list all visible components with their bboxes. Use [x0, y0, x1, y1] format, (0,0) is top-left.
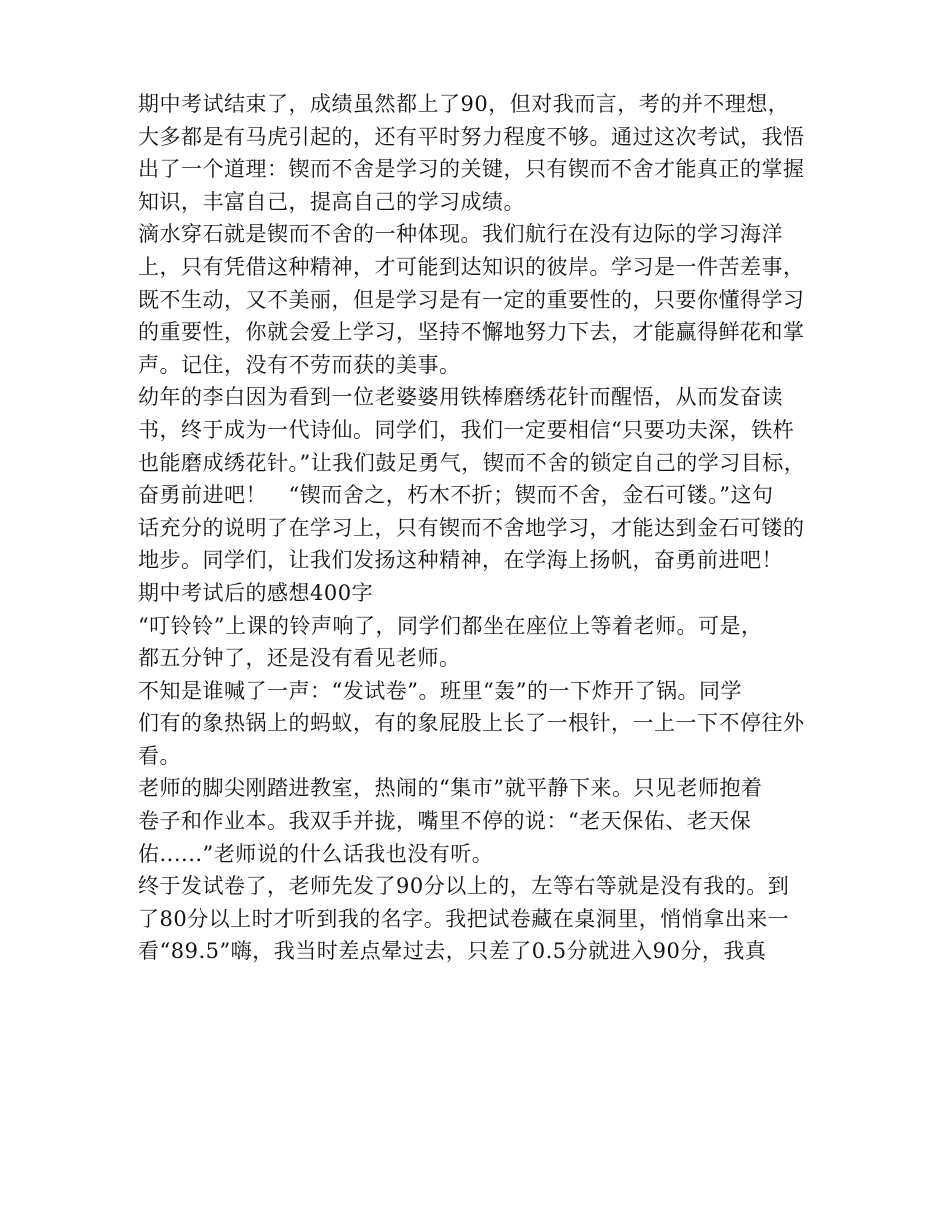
text-line: 奋勇前进吧！ “锲而舍之，朽木不折；锲而不舍，金石可镂。”这句: [138, 483, 774, 508]
text-line: 终于发试卷了，老师先发了90分以上的，左等右等就是没有我的。到: [138, 874, 790, 899]
text-line: 佑......”老师说的什么话我也没有听。: [138, 841, 494, 866]
text-line: 老师的脚尖刚踏进教室，热闹的“集市”就平静下来。只见老师抱着: [138, 776, 763, 801]
text-line: 幼年的李白因为看到一位老婆婆用铁棒磨绣花针而醒悟，从而发奋读: [138, 385, 783, 410]
text-line: 了80分以上时才听到我的名字。我把试卷藏在桌洞里，悄悄拿出来一: [138, 906, 790, 931]
text-line: 看。: [138, 743, 181, 768]
text-line: 卷子和作业本。我双手并拢，嘴里不停的说：“老天保佑、老天保: [138, 809, 752, 834]
text-line: 既不生动，又不美丽，但是学习是有一定的重要性的，只要你懂得学习: [138, 287, 805, 312]
text-line: “叮铃铃”上课的铃声响了，同学们都坐在座位上等着老师。可是，: [138, 613, 763, 638]
text-line: 知识，丰富自己，提高自己的学习成绩。: [138, 189, 525, 214]
text-line: 上，只有凭借这种精神，才可能到达知识的彼岸。学习是一件苦差事，: [138, 254, 805, 279]
text-line: 滴水穿石就是锲而不舍的一种体现。我们航行在没有边际的学习海洋: [138, 222, 783, 247]
text-line: 不知是谁喊了一声：“发试卷”。班里“轰”的一下炸开了锅。同学: [138, 678, 742, 703]
text-line: 大多都是有马虎引起的，还有平时努力程度不够。通过这次考试，我悟: [138, 124, 805, 149]
text-line: 书，终于成为一代诗仙。同学们，我们一定要相信“只要功夫深，铁杵: [138, 417, 795, 442]
text-line: 声。记住，没有不劳而获的美事。: [138, 352, 461, 377]
text-line: 期中考试结束了，成绩虽然都上了90，但对我而言，考的并不理想，: [138, 92, 790, 116]
text-line: 出了一个道理：锲而不舍是学习的关键，只有锲而不舍才能真正的掌握: [138, 157, 805, 182]
text-line: 的重要性，你就会爱上学习，坚持不懈地努力下去，才能赢得鲜花和掌: [138, 320, 805, 345]
text-line: 看“89.5”嗨，我当时差点晕过去，只差了0.5分就进入90分，我真: [138, 939, 767, 964]
text-line: 话充分的说明了在学习上，只有锲而不舍地学习，才能达到金石可镂的: [138, 515, 805, 540]
text-line: 们有的象热锅上的蚂蚁，有的象屁股上长了一根针，一上一下不停往外: [138, 711, 805, 736]
document-body: [138, 88, 828, 968]
text-line: 地步。同学们，让我们发扬这种精神，在学海上扬帆，奋勇前进吧！: [138, 548, 783, 573]
section-title: 期中考试后的感想400字: [138, 580, 374, 605]
text-line: 也能磨成绣花针。”让我们鼓足勇气，锲而不舍的锁定自己的学习目标，: [138, 450, 806, 475]
text-line: 都五分钟了，还是没有看见老师。: [138, 646, 461, 671]
